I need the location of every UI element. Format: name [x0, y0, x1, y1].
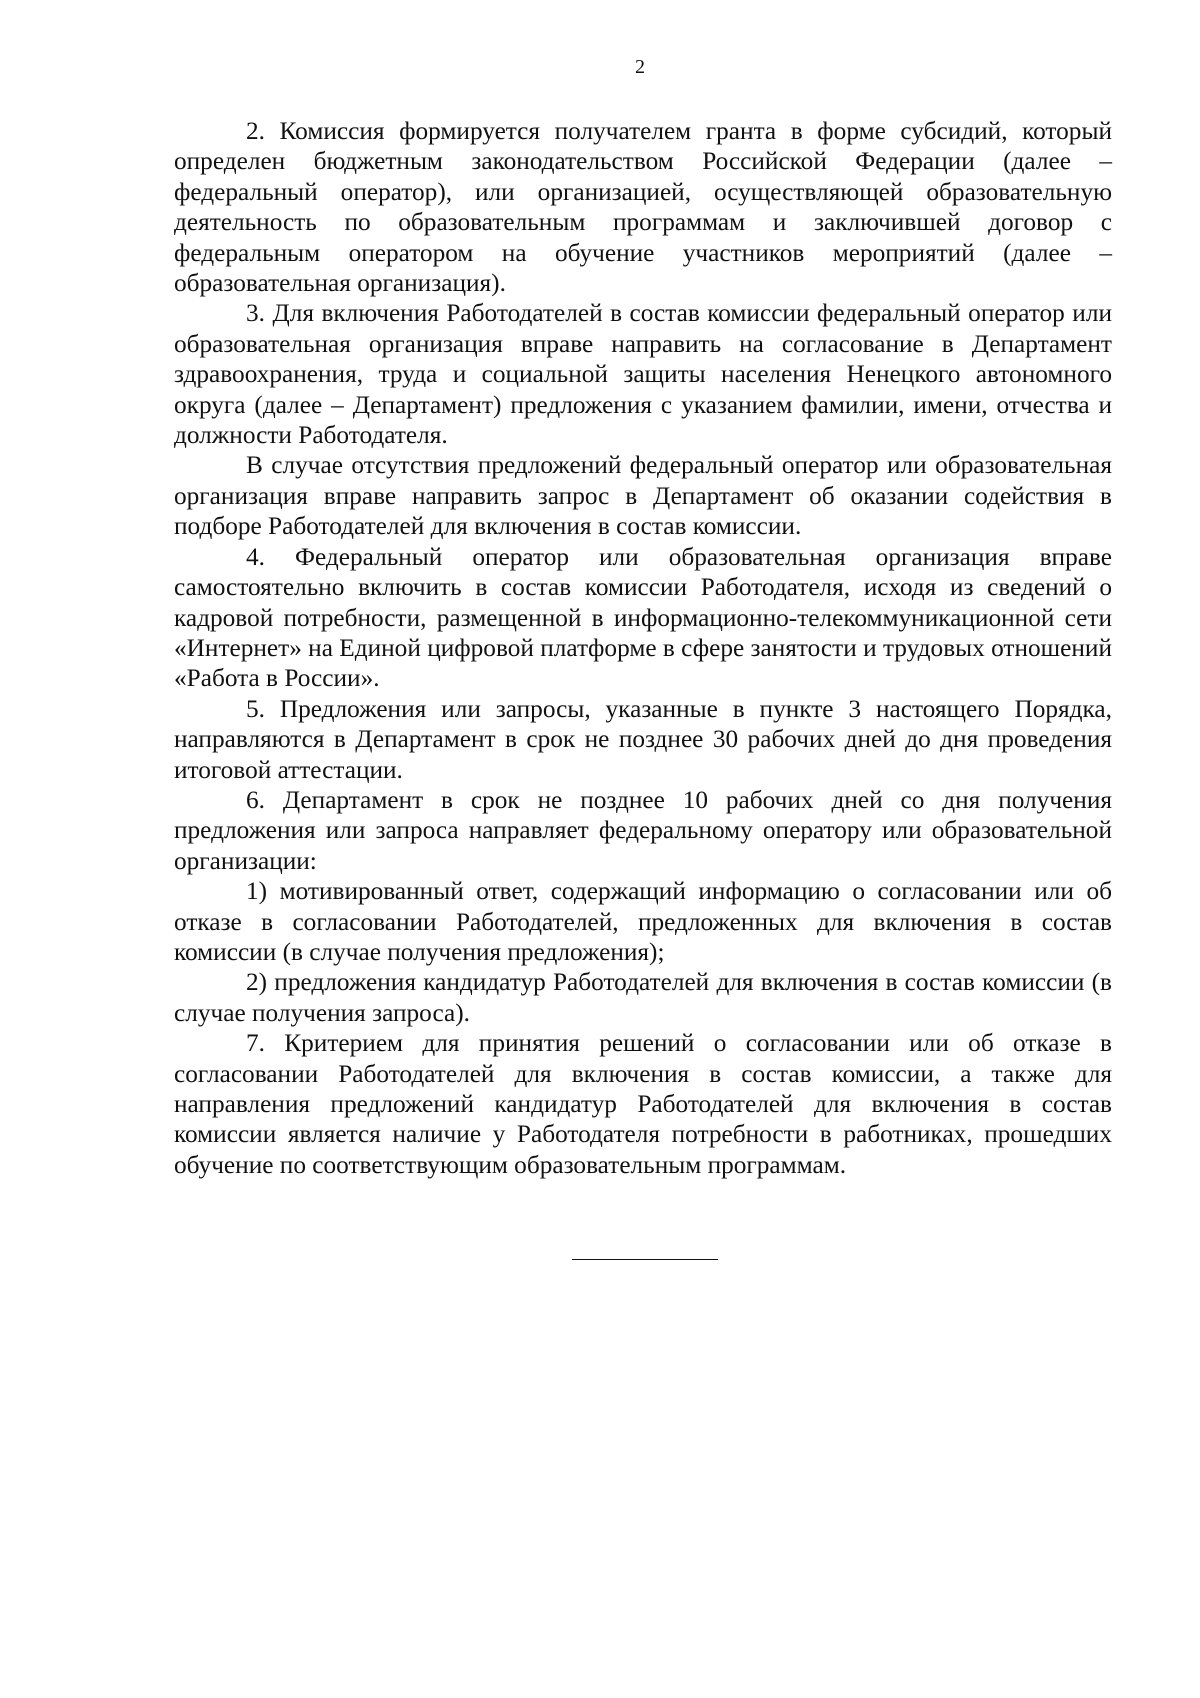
paragraph-subitem-6-2: 2) предложения кандидатур Работодателей для включения в состав комиссии (в случае получения запроса). — [174, 968, 1112, 1027]
paragraph-item-5: 5. Предложения или запросы, указанные в пункте 3 настоящего Порядка, направляются в Департамент в срок не позднее 30 рабочих дней до дня проведения итоговой аттестации. — [174, 694, 1112, 784]
paragraph-item-2: 2. Комиссия формируется получателем гранта в форме субсидий, который определен бюджетным законодательством Российской Федерации (далее – федеральный оператор), или организацией, осуществляющей образовательную деятельность по образовательным программам и заключившей договор с федеральным оператором на обучение участников мероприятий (далее – образовательная организация). — [174, 117, 1112, 298]
paragraph-item-3: 3. Для включения Работодателей в состав комиссии федеральный оператор или образовательная организация вправе направить на согласование в Департамент здравоохранения, труда и социальной защиты населения Ненецкого автономного округа (далее – Департамент) предложения с указанием фамилии, имени, отчества и должности Работодателя. — [174, 299, 1112, 450]
paragraph-item-3-continued: В случае отсутствия предложений федеральный оператор или образовательная организация вправе направить запрос в Департамент об оказании содействия в подборе Работодателей для включения в состав комиссии. — [174, 451, 1112, 541]
page-number: 2 — [635, 56, 645, 78]
closing-divider-line — [572, 1259, 718, 1260]
document-body — [174, 116, 1112, 1180]
paragraph-item-6: 6. Департамент в срок не позднее 10 рабочих дней со дня получения предложения или запроса направляет федеральному оператору или образовательной организации: — [174, 785, 1112, 875]
paragraph-item-7: 7. Критерием для принятия решений о согласовании или об отказе в согласовании Работодателей для включения в состав комиссии, а также для направления предложений кандидатур Работодателей для включения в состав комиссии является наличие у Работодателя потребности в работниках, прошедших обучение по соответствующим образовательным программам. — [174, 1029, 1112, 1179]
paragraph-subitem-6-1: 1) мотивированный ответ, содержащий информацию о согласовании или об отказе в согласовании Работодателей, предложенных для включения в состав комиссии (в случае получения предложения); — [174, 877, 1112, 966]
paragraph-item-4: 4. Федеральный оператор или образовательная организация вправе самостоятельно включить в состав комиссии Работодателя, исходя из сведений о кадровой потребности, размещенной в информационно-телекоммуникационной сети «Интернет» на Единой цифровой платформе в сфере занятости и трудовых отношений «Работа в России». — [174, 542, 1112, 693]
